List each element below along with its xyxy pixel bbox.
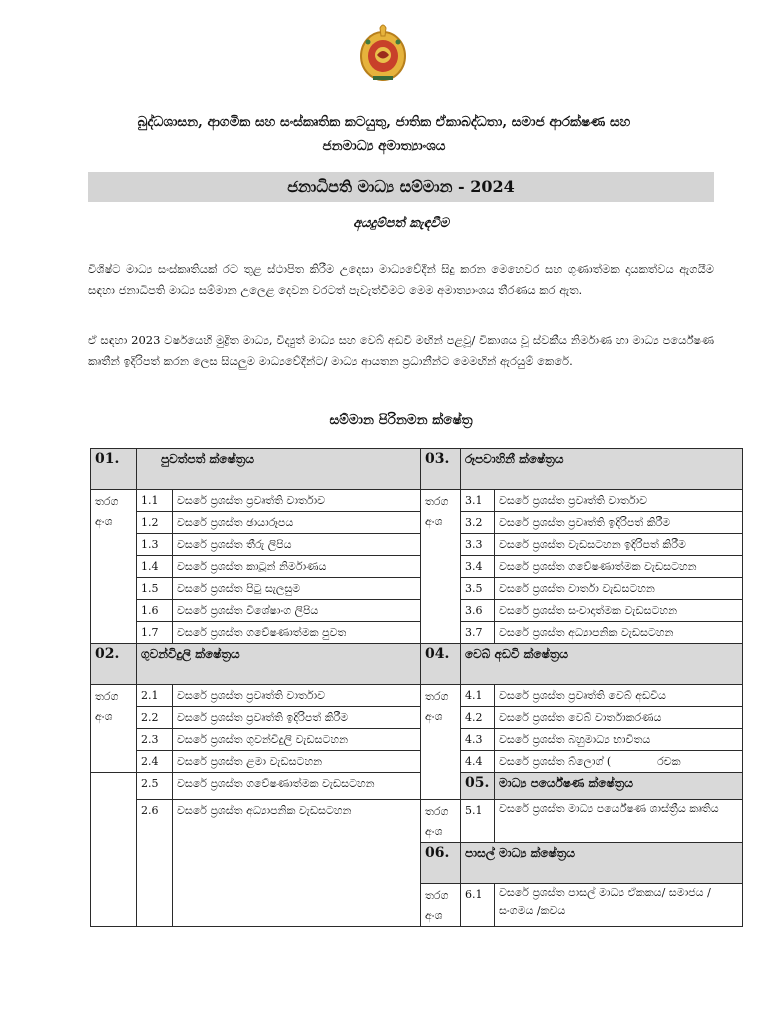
item-text: වසරේ ප්‍රශස්ත ප්‍රවෘත්ති වාර්තාව: [173, 685, 421, 707]
item-number: 2.3: [137, 729, 173, 751]
category-name: පාසල් මාධ්‍ය ක්ෂේත්‍රය: [461, 843, 743, 884]
paragraph-1: විශිෂ්ට මාධ්‍ය සංස්කෘතියක් රට තුළ ස්ථාපිත කිරීම උදෙසා මාධ්‍යවේදීන් සිදු කරන මෙහෙවර සහ ගුණාත්මක දායකත්වය ඇගයීම සඳහා ජනාධිපති මාධ්‍ය සම්මාන උලෙළ දෙවන වරටත් පැවැත්වීමට මෙම අමාත්‍යාංශය තීරණය කර ඇත.: [88, 262, 714, 297]
paragraph-2: ඒ සඳහා 2023 වර්ෂයෙහි මුද්‍රිත මාධ්‍ය, විද්‍යුත් මාධ්‍ය සහ වෙබ් අඩවි මඟින් පළවූ/ විකාශය වූ ස්වකීය නිර්මාණ හා මාධ්‍ය පර්යේෂණ කෘතීන් ඉදිරිපත් කරන ලෙස සියලුම මාධ්‍යවේදීන්ට/ මාධ්‍ය ආයතන ප්‍රධානීන්ට මෙමඟින් ඇරයුම් කෙරේ.: [88, 333, 714, 368]
item-text: වසරේ ප්‍රශස්ත මාධ්‍ය පර්යේෂණ ශාස්ත්‍රීය කෘතිය: [495, 800, 743, 843]
category-name: රූපවාහිනී ක්ෂේත්‍රය: [461, 449, 743, 490]
item-number: 4.2: [461, 707, 495, 729]
category-name: පුවත්පත් ක්ෂේත්‍රය: [137, 449, 421, 490]
item-number: 4.3: [461, 729, 495, 751]
item-number: 2.1: [137, 685, 173, 707]
item-number: 2.2: [137, 707, 173, 729]
table-row: [91, 644, 743, 685]
item-text: වසරේ ප්‍රශස්ත පාසල් මාධ්‍ය ඒකකය/ සමාජය /සංගමය /කවය: [495, 884, 743, 927]
sri-lanka-emblem-icon: [358, 22, 408, 84]
item-number: 4.4: [461, 751, 495, 773]
item-text: වසරේ ප්‍රශස්ත බහුමාධ්‍ය භාවිතය: [495, 729, 743, 751]
item-text-part: වසරේ ප්‍රශස්ත බ්ලොග් (: [499, 755, 612, 768]
section-heading: සම්මාන පිරිනමන ක්ෂේත්‍ර: [329, 412, 473, 428]
table-row: [91, 773, 743, 800]
item-number: 6.1: [461, 884, 495, 927]
category-name: මාධ්‍ය පර්යේෂණ ක්ෂේත්‍රය: [495, 773, 743, 800]
document-title: ජනාධිපති මාධ්‍ය සම්මාන - 2024: [88, 172, 714, 202]
category-label: තරග අංශ: [421, 685, 461, 800]
item-text: වසරේ ප්‍රශස්ත ගවේෂණාත්මක පුවත: [173, 622, 421, 644]
item-text: වසරේ ප්‍රශස්ත ප්‍රවෘත්ති ඉදිරිපත් කිරීම: [495, 512, 743, 534]
item-number: 1.1: [137, 490, 173, 512]
table-row: [91, 578, 743, 600]
item-text: වසරේ ප්‍රශස්ත පිටු සැලසුම: [173, 578, 421, 600]
table-row: [91, 729, 743, 751]
item-number: 3.2: [461, 512, 495, 534]
award-categories-table: [90, 448, 743, 927]
item-number: 3.5: [461, 578, 495, 600]
item-text: වසරේ ප්‍රශස්ත ඡායාරූපය: [173, 512, 421, 534]
item-number: 3.3: [461, 534, 495, 556]
category-name: ගුවන්විදුලි ක්ෂේත්‍රය: [137, 644, 421, 685]
item-number: 1.4: [137, 556, 173, 578]
item-text: වසරේ ප්‍රශස්ත සංවාදාත්මක වැඩසටහන: [495, 600, 743, 622]
table-row: [91, 707, 743, 729]
table-row: [91, 622, 743, 644]
table-row: [91, 512, 743, 534]
item-number: 1.2: [137, 512, 173, 534]
category-number: 04.: [421, 644, 461, 685]
item-number: 3.7: [461, 622, 495, 644]
item-number: 2.4: [137, 751, 173, 773]
ministry-name: [80, 110, 688, 158]
item-number: 3.6: [461, 600, 495, 622]
item-text: වසරේ ප්‍රශස්ත අධ්‍යාපනික වැඩසටහන: [495, 622, 743, 644]
category-number: 05.: [461, 773, 495, 800]
category-label: තරග අංශ: [91, 685, 137, 773]
item-number: 1.6: [137, 600, 173, 622]
category-label: තරග අංශ: [421, 800, 461, 843]
item-text: වසරේ ප්‍රශස්ත ගුවන්විදුලි වැඩසටහන: [173, 729, 421, 751]
item-text: වසරේ ප්‍රශස්ත ප්‍රවෘත්ති වාර්තාව: [173, 490, 421, 512]
item-number: 1.7: [137, 622, 173, 644]
table-row: [91, 685, 743, 707]
item-text: වසරේ ප්‍රශස්ත වෙබ් වාර්තාකරණය: [495, 707, 743, 729]
table-row: [91, 534, 743, 556]
item-text: වසරේ ප්‍රශස්ත වැඩසටහන ඉදිරිපත් කිරීම: [495, 534, 743, 556]
item-text: වසරේ ප්‍රශස්ත ගවේෂණාත්මක වැඩසටහන: [173, 773, 421, 800]
item-text-part: රචක: [657, 755, 681, 768]
subheading: අයදුම්පත් කැඳවීම: [353, 216, 449, 231]
item-text: වසරේ ප්‍රශස්ත ළමා වැඩසටහන: [173, 751, 421, 773]
item-number: 1.5: [137, 578, 173, 600]
category-number: 06.: [421, 843, 461, 884]
category-label: තරග අංශ: [91, 490, 137, 644]
item-number: 1.3: [137, 534, 173, 556]
item-text: වසරේ ප්‍රශස්ත අධ්‍යාපනික වැඩසටහන: [173, 800, 421, 927]
table-row: [91, 600, 743, 622]
table-row: [91, 556, 743, 578]
item-text: වසරේ ප්‍රශස්ත ප්‍රවෘත්ති ඉදිරිපත් කිරීම: [173, 707, 421, 729]
item-number: 2.5: [137, 773, 173, 800]
item-number: 2.6: [137, 800, 173, 927]
category-number: 01.: [91, 449, 137, 490]
category-label: තරග අංශ: [421, 884, 461, 927]
category-name: වෙබ් අඩවි ක්ෂේත්‍රය: [461, 644, 743, 685]
item-text: වසරේ ප්‍රශස්ත ප්‍රවෘත්ති වෙබ් අඩවිය: [495, 685, 743, 707]
item-text: [495, 751, 743, 773]
item-number: 3.1: [461, 490, 495, 512]
item-text: වසරේ ප්‍රශස්ත වාර්තා වැඩසටහන: [495, 578, 743, 600]
ministry-name-line-2: ජනමාධ්‍ය අමාත්‍යාංශය: [322, 138, 446, 154]
item-text: වසරේ ප්‍රශස්ත ප්‍රවෘත්ති වාර්තාව: [495, 490, 743, 512]
table-row: [91, 800, 743, 843]
item-number: 3.4: [461, 556, 495, 578]
category-number: 02.: [91, 644, 137, 685]
item-number: 5.1: [461, 800, 495, 843]
item-text: වසරේ ප්‍රශස්ත තීරු ලිපිය: [173, 534, 421, 556]
table-row: [91, 490, 743, 512]
category-number: 03.: [421, 449, 461, 490]
item-text: වසරේ ප්‍රශස්ත කාටූන් නිර්මාණය: [173, 556, 421, 578]
item-text: වසරේ ප්‍රශස්ත විශේෂාංග ලිපිය: [173, 600, 421, 622]
ministry-name-line-1: බුද්ධශාසන, ආගමික සහ සංස්කෘතික කටයුතු, ජාතික ඒකාබද්ධතා, සමාජ ආරක්ෂණ සහ: [137, 114, 631, 130]
item-text: වසරේ ප්‍රශස්ත ගවේෂණාත්මක වැඩසටහන: [495, 556, 743, 578]
item-number: 4.1: [461, 685, 495, 707]
table-row: [91, 751, 743, 773]
category-label: තරග අංශ: [421, 490, 461, 644]
table-row: [91, 449, 743, 490]
